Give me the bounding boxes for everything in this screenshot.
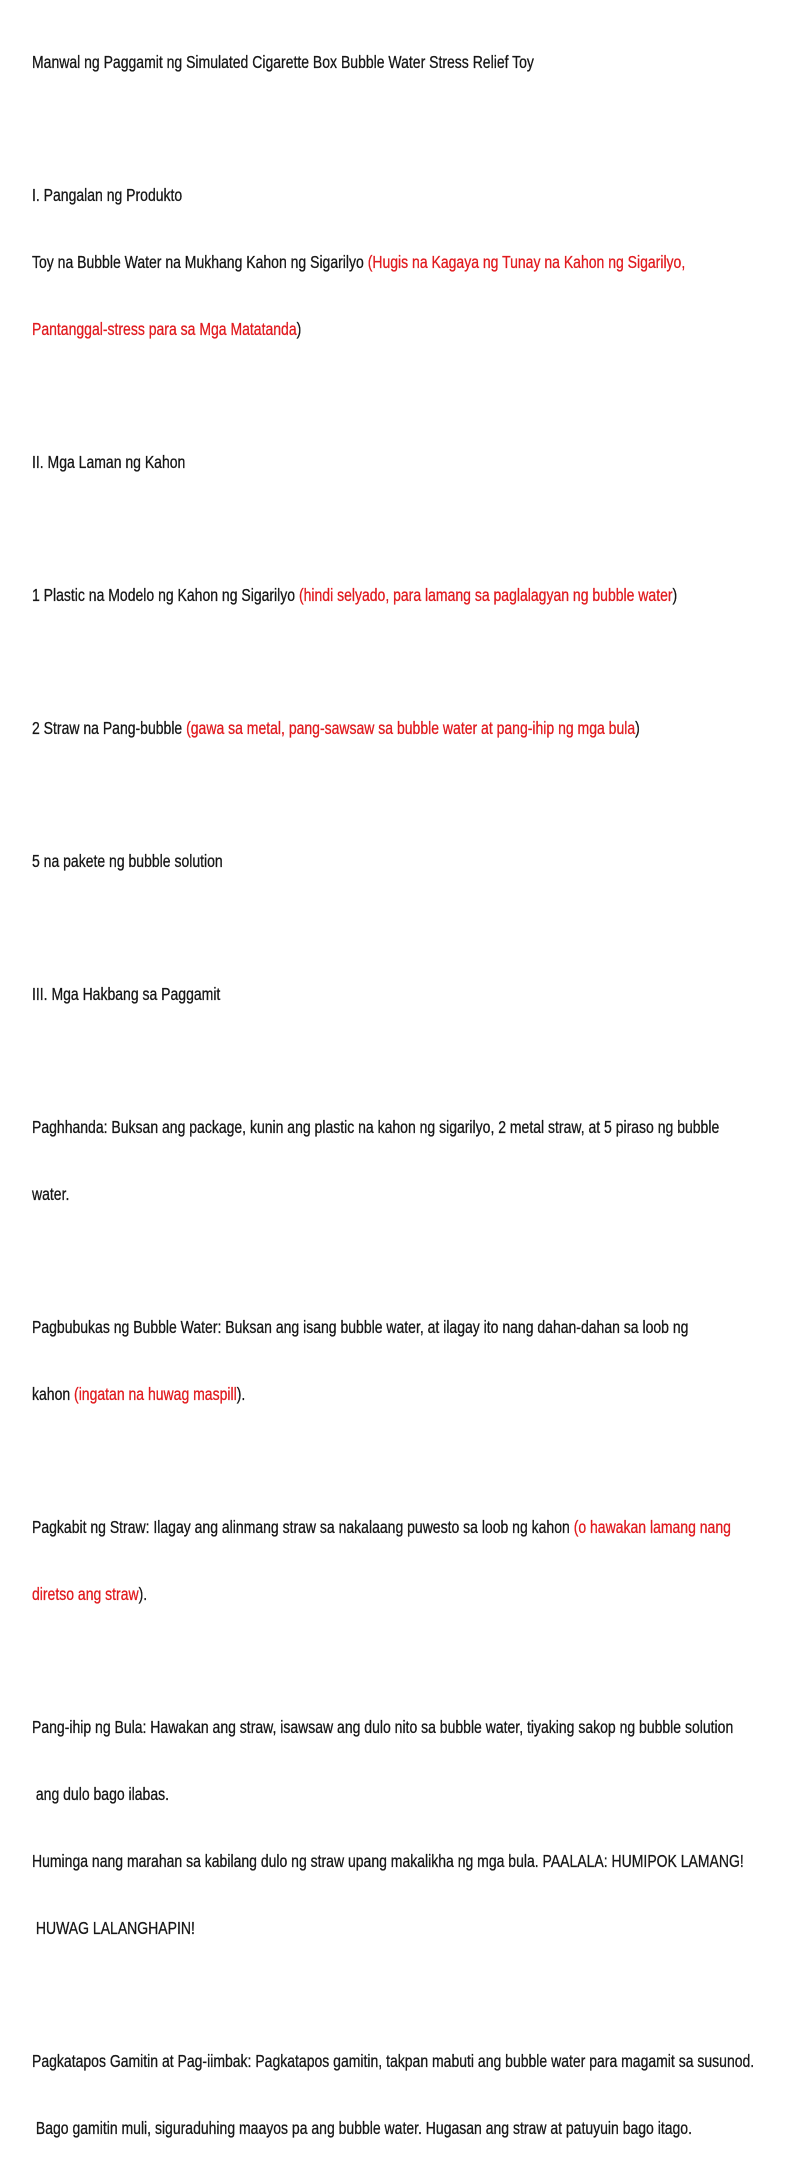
document-title: Manwal ng Paggamit ng Simulated Cigarette Box Bubble Water Stress Relief Toy bbox=[32, 52, 534, 72]
text-segment: ang dulo bago ilabas. bbox=[32, 1784, 169, 1804]
text-line bbox=[32, 1849, 744, 1874]
text-segment: water. bbox=[32, 1184, 70, 1204]
paragraph-item-2 bbox=[32, 674, 646, 783]
text-segment: Paghhanda: Buksan ang package, kunin ang plastic na kahon ng sigarilyo, 2 metal straw, at 5 piraso ng bubble bbox=[32, 1117, 720, 1137]
text-line bbox=[32, 1715, 734, 1740]
text-segment: 5 na pakete ng bubble solution bbox=[32, 851, 223, 871]
text-line bbox=[32, 2116, 692, 2141]
text-segment: Toy na Bubble Water na Mukhang Kahon ng Sigarilyo bbox=[32, 252, 368, 272]
paragraph-section-1 bbox=[32, 141, 686, 384]
text-segment: I. Pangalan ng Produkto bbox=[32, 185, 183, 205]
text-segment-red: (ingatan na huwag maspill bbox=[74, 1384, 237, 1404]
text-line bbox=[32, 1382, 646, 1407]
text-line bbox=[32, 1315, 689, 1340]
text-line bbox=[32, 50, 646, 75]
section-heading bbox=[32, 982, 646, 1007]
text-segment: 2 Straw na Pang-bubble bbox=[32, 718, 187, 738]
text-segment: Pang-ihip ng Bula: Hawakan ang straw, isawsaw ang dulo nito sa bubble water, tiyaking sakop ng bubble solution bbox=[32, 1717, 734, 1737]
text-segment-red: (hindi selyado, para lamang sa paglalagyan ng bubble water bbox=[298, 585, 673, 605]
paragraph-section-3 bbox=[32, 940, 646, 1049]
paragraph-section-2 bbox=[32, 408, 646, 517]
text-line bbox=[32, 2049, 755, 2074]
text-line bbox=[32, 1782, 646, 1807]
section-heading bbox=[32, 183, 646, 208]
text-segment: II. Mga Laman ng Kahon bbox=[32, 452, 186, 472]
text-line bbox=[32, 1115, 720, 1140]
text-line bbox=[32, 849, 646, 874]
text-segment-red: (o hawakan lamang nang bbox=[573, 1517, 731, 1537]
text-segment: ). bbox=[236, 1384, 246, 1404]
text-line bbox=[32, 716, 646, 741]
text-segment-red: diretso ang straw bbox=[32, 1584, 139, 1604]
paragraph-step-opening bbox=[32, 1273, 689, 1449]
text-segment: Huminga nang marahan sa kabilang dulo ng straw upang makalikha ng mga bula. PAALALA: HUMIPOK LAMANG! bbox=[32, 1851, 744, 1871]
text-segment-red: (gawa sa metal, pang-sawsaw sa bubble water at pang-ihip ng mga bula bbox=[186, 718, 636, 738]
text-segment: Pagkatapos Gamitin at Pag-iimbak: Pagkatapos gamitin, takpan mabuti ang bubble water para magamit sa susunod. bbox=[32, 2051, 755, 2071]
paragraph-step-blowing bbox=[32, 1673, 744, 1983]
section-heading bbox=[32, 450, 646, 475]
text-segment-red: (Hugis na Kagaya ng Tunay na Kahon ng Sigarilyo, bbox=[367, 252, 686, 272]
text-segment: HUWAG LALANGHAPIN! bbox=[32, 1918, 195, 1938]
paragraph-title bbox=[32, 8, 646, 117]
text-line bbox=[32, 317, 646, 342]
text-line bbox=[32, 1515, 731, 1540]
text-segment: Pagbubukas ng Bubble Water: Buksan ang isang bubble water, at ilagay ito nang dahan-dahan sa loob ng bbox=[32, 1317, 689, 1337]
text-segment: III. Mga Hakbang sa Paggamit bbox=[32, 984, 221, 1004]
text-segment: ) bbox=[672, 585, 678, 605]
text-segment: ) bbox=[296, 319, 302, 339]
text-line bbox=[32, 1582, 646, 1607]
paragraph-step-storage bbox=[32, 2007, 755, 2183]
text-line bbox=[32, 583, 678, 608]
text-segment: ) bbox=[635, 718, 640, 738]
paragraph-item-1 bbox=[32, 541, 678, 650]
text-segment: kahon bbox=[32, 1384, 75, 1404]
text-line bbox=[32, 1182, 646, 1207]
text-segment: ). bbox=[138, 1584, 148, 1604]
paragraph-step-straw bbox=[32, 1473, 731, 1649]
text-segment-red: Pantanggal-stress para sa Mga Matatanda bbox=[32, 319, 297, 339]
text-segment: Pagkabit ng Straw: Ilagay ang alinmang straw sa nakalaang puwesto sa loob ng kahon bbox=[32, 1517, 574, 1537]
paragraph-step-preparation bbox=[32, 1073, 720, 1249]
text-line bbox=[32, 250, 686, 275]
text-line bbox=[32, 1916, 646, 1941]
text-segment: 1 Plastic na Modelo ng Kahon ng Sigarilyo bbox=[32, 585, 299, 605]
paragraph-item-3 bbox=[32, 807, 646, 916]
text-segment: Bago gamitin muli, siguraduhing maayos pa ang bubble water. Hugasan ang straw at patuyuin bago itago. bbox=[32, 2118, 692, 2138]
